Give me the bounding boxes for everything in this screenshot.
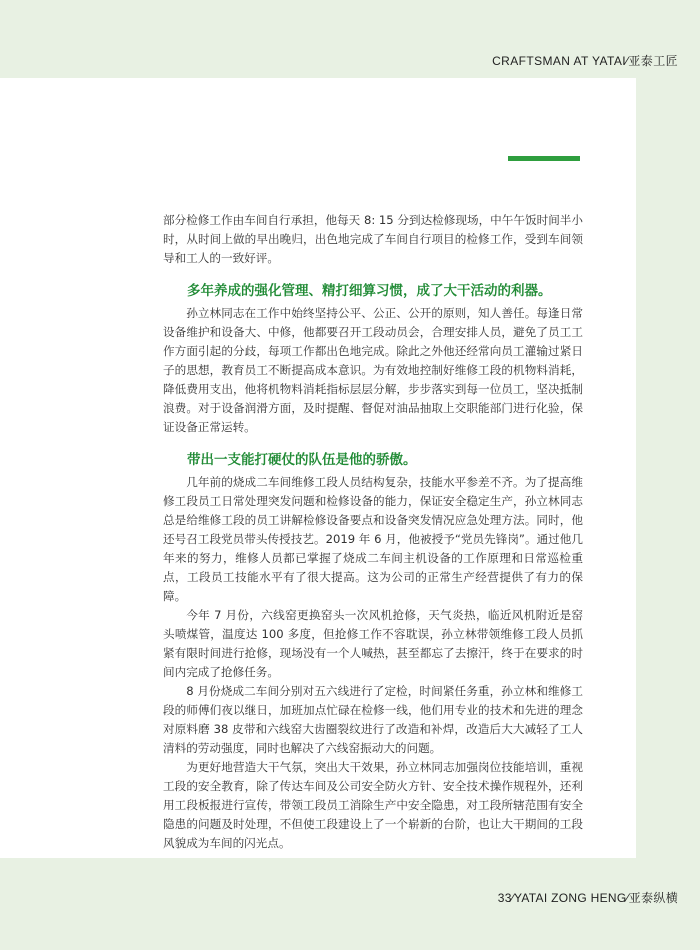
intro-paragraph: 部分检修工作由车间自行承担，他每天 8: 15 分到达检修现场，中午午饭时间半小时，从时间上做的早出晚归，出色地完成了车间自行项目的检修工作，受到车间领导和工人的一致好评。 (163, 213, 583, 265)
accent-bar (508, 156, 580, 161)
paragraph-1: 孙立林同志在工作中始终坚持公平、公正、公开的原则，知人善任。每逢日常设备维护和设备大、中修，他都要召开工段动员会，合理安排人员，避免了员工工作方面引起的分歧，每项工作都出色地完成。除此之外他还经常向员工灌输过紧日子的思想，教育员工不断提高成本意识。为有效地控制好维修工段的机物料消耗，降低费用支出，他将机物料消耗指标层层分解，步步落实到每一位员工，坚决抵制浪费。对于设备润滑方面，及时提醒、督促对油品抽取上交职能部门进行化验，保证设备正常运转。 (163, 306, 583, 434)
paragraph-3: 今年 7 月份，六线窑更换窑头一次风机抢修，天气炎热，临近风机附近是窑头喷煤管，温度达 100 多度，但抢修工作不容耽误，孙立林带领维修工段人员抓紧有限时间进行抢修，现场没有一个人喊热，甚至都忘了去擦汗，终于在要求的时间内完成了抢修任务。 (163, 608, 583, 679)
paragraph-5: 为更好地营造大干气氛，突出大干效果，孙立林同志加强岗位技能培训，重视工段的安全教育，除了传达车间及公司安全防火方针、安全技术操作规程外，还利用工段板报进行宣传，带领工段员工消除生产中安全隐患，对工段所辖范围有安全隐患的问题及时处理，不但使工段建设上了一个崭新的台阶，也让大干期间的工段风貌成为车间的闪光点。 (163, 760, 583, 850)
section-heading-1: 多年养成的强化管理、精打细算习惯，成了大干活动的利器。 (187, 283, 552, 299)
paragraph-2: 几年前的烧成二车间维修工段人员结构复杂，技能水平参差不齐。为了提高维修工段员工日常处理突发问题和检修设备的能力，保证安全稳定生产，孙立林同志总是给维修工段的员工讲解检修设备要点和设备突发情况应急处理方法。同时，他还号召工段党员带头传授技艺。2019 年 6 月，他被授予“党员先锋岗”。通过他几年来的努力，维修人员都已掌握了烧成二车间主机设备的工作原理和日常巡检重点，工段员工技能水平有了很大提高。这为公司的正常生产经营提供了有力的保障。 (163, 475, 583, 603)
section-heading-2: 带出一支能打硬仗的队伍是他的骄傲。 (187, 452, 417, 468)
side-band (636, 78, 700, 858)
header-title: CRAFTSMAN AT YATAI∕亚泰工匠 (492, 54, 678, 68)
article-body (163, 211, 583, 853)
paragraph-4: 8 月份烧成二车间分别对五六线进行了定检，时间紧任务重，孙立林和维修工段的师傅们夜以继日，加班加点忙碌在检修一线，他们用专业的技术和先进的理念对原料磨 38 皮带和六线窑大齿圈裂纹进行了改造和补焊，改造后大大减轻了工人清料的劳动强度，同时也解决了六线窑振动大的问题。 (163, 684, 583, 755)
footer-page-info: 33∕YATAI ZONG HENG∕亚泰纵横 (497, 891, 678, 905)
